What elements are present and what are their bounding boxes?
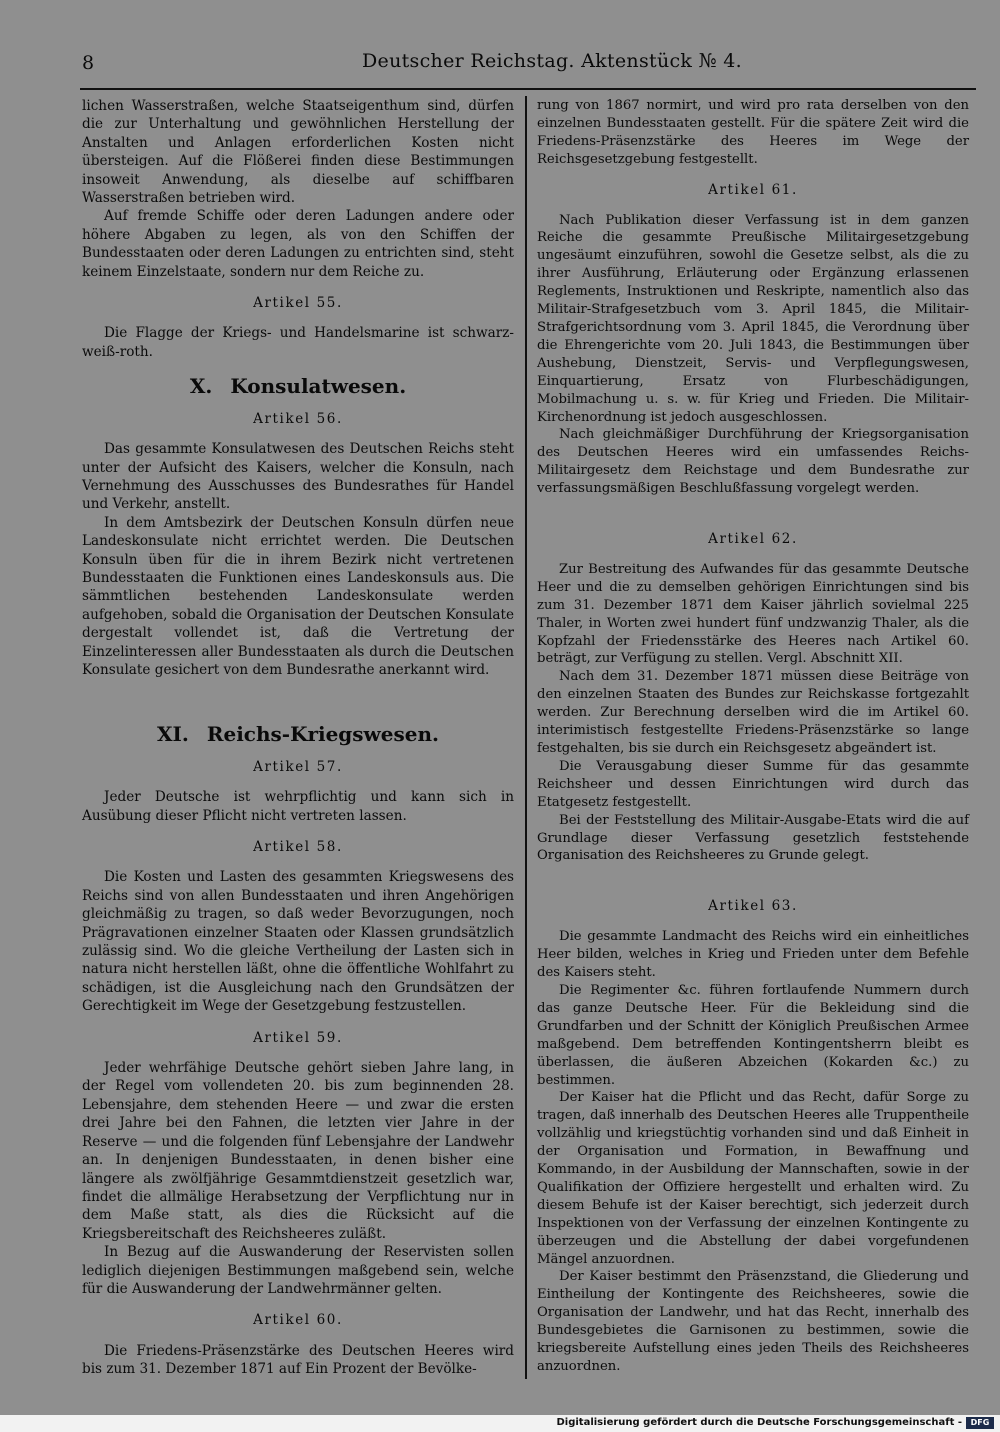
- footer-bar: [0, 1415, 1000, 1432]
- paragraph: Der Kaiser hat die Pflicht und das Recht, dafür Sorge zu tragen, daß innerhalb des Deutschen Heeres alle Truppentheile vollzählig und kriegstüchtig vorhanden sind und daß Einheit in der Organisation und Formation, in Bewaffnung und Kommando, in der Ausbildung der Mannschaften, sowie in der Qualifikation der Offiziere hergestellt und erhalten wird. Zu diesem Behufe ist der Kaiser berechtigt, sich jederzeit durch Inspektionen von der Verfassung der einzelnen Kontingente zu überzeugen und die Abstellung der dabei vorgefundenen Mängel anzuordnen.: [537, 1090, 969, 1267]
- left-column: [82, 97, 514, 1379]
- paragraph: rung von 1867 normirt, und wird pro rata derselben von den einzelnen Bundesstaaten gestellt. Für die spätere Zeit wird die Friedens-Präsenzstärke des Heeres im Wege der Reichsgesetzgebung festgestellt.: [537, 98, 969, 167]
- paragraph: Die Flagge der Kriegs- und Handelsmarine ist schwarz-weiß-roth.: [82, 325, 514, 360]
- section-number: XI.: [157, 722, 189, 747]
- paragraph: Die gesammte Landmacht des Reichs wird ein einheitliches Heer bilden, welches in Krieg und Frieden unter dem Befehle des Kaisers steht.: [537, 929, 969, 981]
- paragraph: Bei der Feststellung des Militair-Ausgabe-Etats wird die auf Grundlage dieser Verfassung gesetzlich feststehende Organisation des Reichsheeres zu Grunde gelegt.: [537, 812, 969, 864]
- paragraph: Nach Publikation dieser Verfassung ist in dem ganzen Reiche die gesammte Preußische Militairgesetzgebung ungesäumt einzuführen, sowohl die Gesetze selbst, als die zu ihrer Ausführung, Erläuterung oder Ergänzung erlassenen Reglements, Instruktionen und Reskripte, namentlich also das Militair-Strafgesetzbuch vom 3. April 1845, die Militair-Strafgerichtsordnung vom 3. April 1845, die Verordnung über die Ehrengerichte vom 20. Juli 1843, die Bestimmungen über Aushebung, Dienstzeit, Servis- und Verpflegungswesen, Einquartierung, Ersatz von Flurbeschädigungen, Mobilmachung u. s. w. für Krieg und Frieden. Die Militair-Kirchenordnung ist jedoch ausgeschlossen.: [537, 212, 969, 425]
- page-header: [0, 0, 1000, 80]
- article-heading: Artikel 62.: [708, 531, 798, 548]
- paragraph: lichen Wasserstraßen, welche Staatseigenthum sind, dürfen die zur Unterhaltung und gewöhnlichen Herstellung der Anstalten und Anlagen erforderlichen Kosten nicht übersteigen. Auf die Flößerei finden diese Bestimmungen insoweit Anwendung, als dieselbe auf schiffbaren Wasserstraßen betrieben wird.: [82, 98, 514, 207]
- paragraph: Nach gleichmäßiger Durchführung der Kriegsorganisation des Deutschen Heeres wird ein umfassendes Reichs-Militairgesetz dem Reichstage und dem Bundesrathe zur verfassungsmäßigen Beschlußfassung vorgelegt werden.: [537, 427, 969, 497]
- running-title: Deutscher Reichstag. Aktenstück № 4.: [362, 50, 742, 72]
- paragraph: Die Friedens-Präsenzstärke des Deutschen Heeres wird bis zum 31. Dezember 1871 auf Ein Prozent der Bevölke-: [82, 1342, 514, 1378]
- article-heading: Artikel 56.: [253, 410, 343, 427]
- article-heading: Artikel 55.: [253, 295, 343, 312]
- section-title: Reichs-Kriegswesen.: [206, 722, 439, 747]
- paragraph: Jeder wehrfähige Deutsche gehört sieben Jahre lang, in der Regel vom vollendeten 20. bis zum beginnenden 28. Lebensjahre, dem stehenden Heere — und zwar die ersten drei Jahre bei den Fahnen, die letzten vier Jahre in der Reserve — und die folgenden fünf Lebensjahre der Landwehr an. In denjenigen Bundesstaaten, in denen bisher eine längere als zwölfjährige Gesammtdienstzeit gesetzlich war, findet die allmälige Herabsetzung der Verpflichtung nur in dem Maße statt, als dies die Rücksicht auf die Kriegsbereitschaft des Reichsheeres zuläßt.: [82, 1060, 514, 1242]
- paragraph: Auf fremde Schiffe oder deren Ladungen andere oder höhere Abgaben zu legen, als von den Schiffen der Bundesstaaten oder deren Ladungen zu entrichten sind, steht keinem Einzelstaate, sondern nur dem Reiche zu.: [82, 208, 514, 280]
- section-heading: [82, 722, 514, 747]
- paragraph: In dem Amtsbezirk der Deutschen Konsuln dürfen neue Landeskonsulate nicht errichtet werden. Die Deutschen Konsuln üben für die in ihrem Bezirk nicht vertretenen Bundesstaaten die Funktionen eines Landeskonsuls aus. Die sämmtlichen bestehenden Landeskonsulate werden aufgehoben, sobald die Organisation der Deutschen Konsulate dergestalt vollendet ist, daß die Vertretung der Einzelinteressen aller Bundesstaaten als durch die Deutschen Konsulate gesichert von dem Bundesrathe anerkannt wird.: [82, 514, 514, 678]
- right-column: [537, 97, 969, 1376]
- article-heading: Artikel 58.: [253, 839, 343, 855]
- paragraph: Der Kaiser bestimmt den Präsenzstand, die Gliederung und Eintheilung der Kontingente des Reichsheeres, sowie die Organisation der Landwehr, und hat das Recht, innerhalb des Bundesgebietes die Garnisonen zu bestimmen, sowie die kriegsbereite Aufstellung eines jeden Theils des Reichsheeres anzuordnen.: [537, 1269, 969, 1374]
- spacer: [537, 865, 969, 885]
- paragraph: Das gesammte Konsulatwesen des Deutschen Reichs steht unter der Aufsicht des Kaisers, welcher die Konsuln, nach Vernehmung des Ausschusses des Bundesrathes für Handel und Verkehr, anstellt.: [82, 441, 514, 513]
- dfg-logo: DFG: [966, 1417, 994, 1429]
- article-heading: Artikel 59.: [253, 1029, 343, 1046]
- spacer: [82, 679, 514, 709]
- article-heading: Artikel 57.: [253, 758, 343, 775]
- column-divider: [525, 96, 527, 1379]
- article-heading: Artikel 60.: [253, 1312, 343, 1329]
- header-rule: [80, 88, 976, 90]
- section-heading: [82, 374, 514, 399]
- article-heading: Artikel 61.: [708, 181, 798, 198]
- paragraph: Nach dem 31. Dezember 1871 müssen diese Beiträge von den einzelnen Staaten des Bundes zur Reichskasse fortgezahlt werden. Zur Berechnung derselben wird die im Artikel 60. interimistisch festgestellte Friedens-Präsenzstärke so lange festgehalten, bis sie durch ein Reichsgesetz abgeändert ist.: [537, 669, 969, 756]
- paragraph: Jeder Deutsche ist wehrpflichtig und kann sich in Ausübung dieser Pflicht nicht vertreten lassen.: [82, 789, 514, 824]
- section-title: Konsulatwesen.: [230, 374, 407, 399]
- section-number: X.: [189, 374, 213, 399]
- paragraph: Die Verausgabung dieser Summe für das gesammte Reichsheer und dessen Einrichtungen wird durch das Etatgesetz festgestellt.: [537, 758, 969, 810]
- paragraph: Zur Bestreitung des Aufwandes für das gesammte Deutsche Heer und die zu demselben gehörigen Einrichtungen sind bis zum 31. Dezember 1871 dem Kaiser jährlich sovielmal 225 Thaler, in Worten zwei hundert fünf undzwanzig Thaler, als die Kopfzahl der Friedensstärke des Heeres nach Artikel 60. beträgt, zur Verfügung zu stellen. Vergl. Abschnitt XII.: [537, 561, 969, 667]
- spacer: [537, 498, 969, 518]
- page-number: 8: [82, 52, 95, 74]
- article-heading: Artikel 63.: [708, 898, 798, 915]
- paragraph: Die Kosten und Lasten des gesammten Kriegswesens des Reichs sind von allen Bundesstaaten und ihren Angehörigen gleichmäßig zu tragen, so daß weder Bevorzugungen, noch Prägravationen einzelner Staaten oder Klassen grundsätzlich zulässig sind. Wo die gleiche Vertheilung der Lasten sich in natura nicht herstellen läßt, ohne die öffentliche Wohlfahrt zu schädigen, ist die Ausgleichung nach den Grundsätzen der Gerechtigkeit im Wege der Gesetzgebung festzustellen.: [82, 869, 514, 1015]
- paragraph: In Bezug auf die Auswanderung der Reservisten sollen lediglich diejenigen Bestimmungen maßgebend sein, welche für die Auswanderung der Landwehrmänner gelten.: [82, 1244, 514, 1297]
- digitization-credit: Digitalisierung gefördert durch die Deutsche Forschungsgemeinschaft -: [556, 1417, 962, 1428]
- paragraph: Die Regimenter &c. führen fortlaufende Nummern durch das ganze Deutsche Heer. Für die Bekleidung sind die Grundfarben und der Schnitt der Königlich Preußischen Armee maßgebend. Dem betreffenden Kontingentsherrn bleibt es überlassen, die äußeren Abzeichen (Kokarden &c.) zu bestimmen.: [537, 982, 969, 1088]
